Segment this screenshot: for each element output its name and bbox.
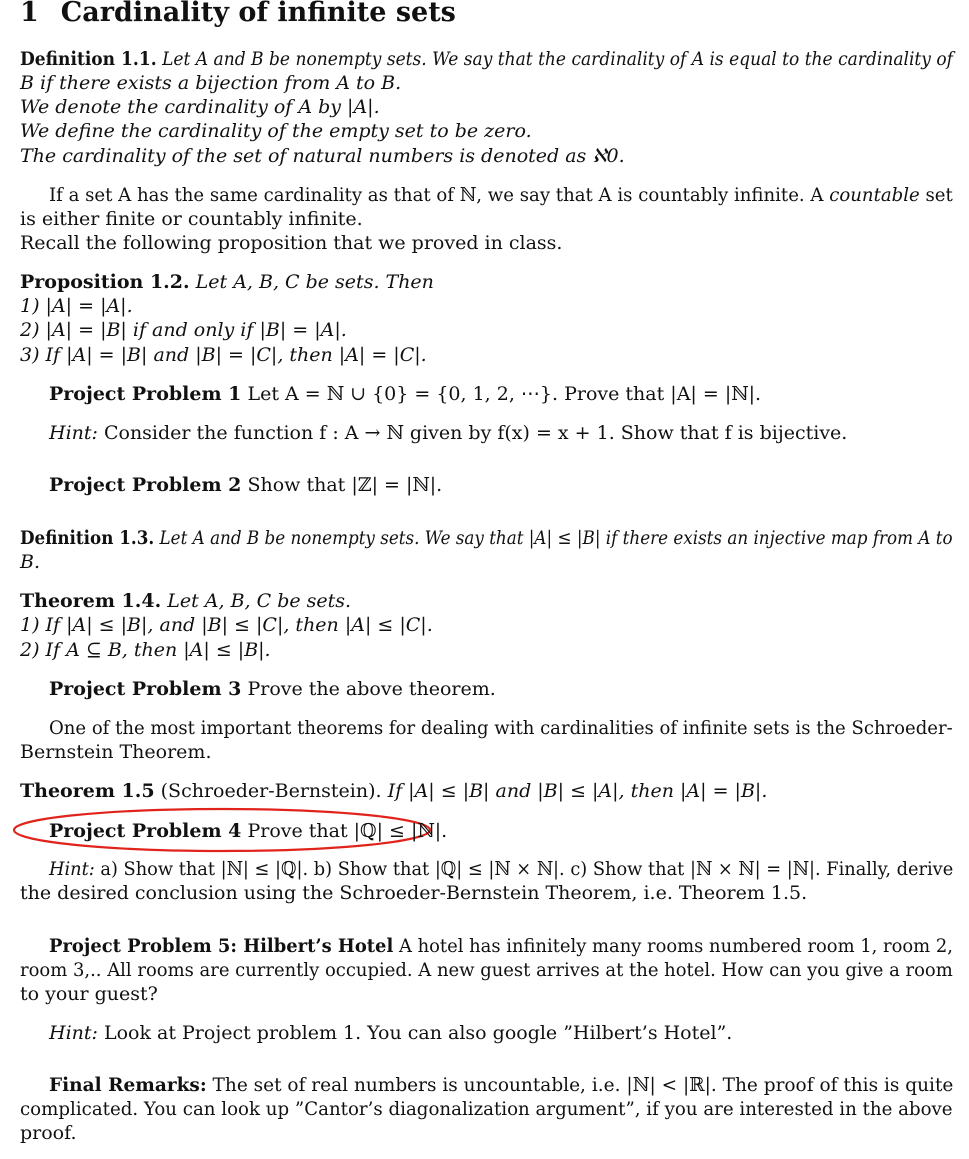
proposition-item-1: 1) |A| = |A|. [20,295,133,317]
project-problem-4: Project Problem 4 Prove that |ℚ| ≤ |ℕ|. [49,820,448,842]
theorem-item-1: 1) If |A| ≤ |B|, and |B| ≤ |C|, then |A| ≤ |C|. [20,614,433,636]
definition-1-3-line-1: Definition 1.3. Let A and B be nonempty sets. We say that |A| ≤ |B| if there exists an injective map from A to [20,527,953,549]
proposition-label: Proposition 1.2. [20,271,190,293]
theorem-1-5: Theorem 1.5 (Schroeder-Bernstein). If |A| ≤ |B| and |B| ≤ |A|, then |A| = |B|. [20,780,768,802]
definition-1-1-line-4: We define the cardinality of the empty set to be zero. [20,120,532,142]
definition-label: Definition 1.1. [20,48,157,70]
proposition-item-2: 2) |A| = |B| if and only if |B| = |A|. [20,319,347,341]
definition-1-1-line-1: Definition 1.1. Let A and B be nonempty sets. We say that the cardinality of A is equal to the cardinality of [20,48,953,70]
paragraph-countable-line-2: is either finite or countably infinite. [20,208,363,230]
section-title: Cardinality of infinite sets [60,0,456,28]
paragraph-schroeder-line-1: One of the most important theorems for dealing with cardinalities of infinite sets is the Schroeder- [49,717,953,739]
final-remarks-line-3: proof. [20,1122,77,1144]
paragraph-countable-line-1: If a set A has the same cardinality as that of ℕ, we say that A is countably infinite. A countable set [49,184,953,206]
definition-1-1-line-2: B if there exists a bijection from A to B. [20,72,402,94]
theorem-1-4: Theorem 1.4. Let A, B, C be sets. [20,590,352,612]
hint-4-line-2: the desired conclusion using the Schroeder-Bernstein Theorem, i.e. Theorem 1.5. [20,882,808,904]
paragraph-schroeder-line-2: Bernstein Theorem. [20,741,212,763]
project-problem-5-line-2: room 3,.. All rooms are currently occupied. A new guest arrives at the hotel. How can you give a room [20,959,953,981]
definition-1-1-line-3: We denote the cardinality of A by |A|. [20,96,380,118]
theorem-item-2: 2) If A ⊆ B, then |A| ≤ |B|. [20,639,271,661]
final-remarks-line-1: Final Remarks: The set of real numbers is uncountable, i.e. |ℕ| < |ℝ|. The proof of this is quite [49,1074,954,1096]
project-problem-5-line-1: Project Problem 5: Hilbert’s Hotel A hotel has infinitely many rooms numbered room 1, room 2, [49,935,953,957]
paragraph-countable-line-3: Recall the following proposition that we proved in class. [20,232,563,254]
proposition-item-3: 3) If |A| = |B| and |B| = |C|, then |A| = |C|. [20,344,427,366]
final-remarks-line-2: complicated. You can look up ”Cantor’s diagonalization argument”, if you are interested in the above [20,1098,953,1120]
section-heading [20,0,456,30]
project-problem-2: Project Problem 2 Show that |ℤ| = |ℕ|. [49,474,443,496]
definition-1-3-line-2: B. [20,551,41,573]
hint-1: Hint: Consider the function f : A → ℕ given by f(x) = x + 1. Show that f is bijective. [49,422,848,444]
hint-5: Hint: Look at Project problem 1. You can also google ”Hilbert’s Hotel”. [49,1022,733,1044]
proposition-1-2: Proposition 1.2. Let A, B, C be sets. Then [20,271,434,293]
project-problem-1: Project Problem 1 Let A = ℕ ∪ {0} = {0, 1, 2, ⋯}. Prove that |A| = |ℕ|. [49,383,762,405]
project-problem-3: Project Problem 3 Prove the above theorem. [49,678,496,700]
project-problem-5-line-3: to your guest? [20,983,158,1005]
hint-4-line-1: Hint: a) Show that |ℕ| ≤ |ℚ|. b) Show that |ℚ| ≤ |ℕ × ℕ|. c) Show that |ℕ × ℕ| = |ℕ|. Finally, derive [49,858,954,880]
definition-1-1-line-5: The cardinality of the set of natural numbers is denoted as ℵ0. [20,145,625,167]
section-number: 1 [20,0,39,28]
